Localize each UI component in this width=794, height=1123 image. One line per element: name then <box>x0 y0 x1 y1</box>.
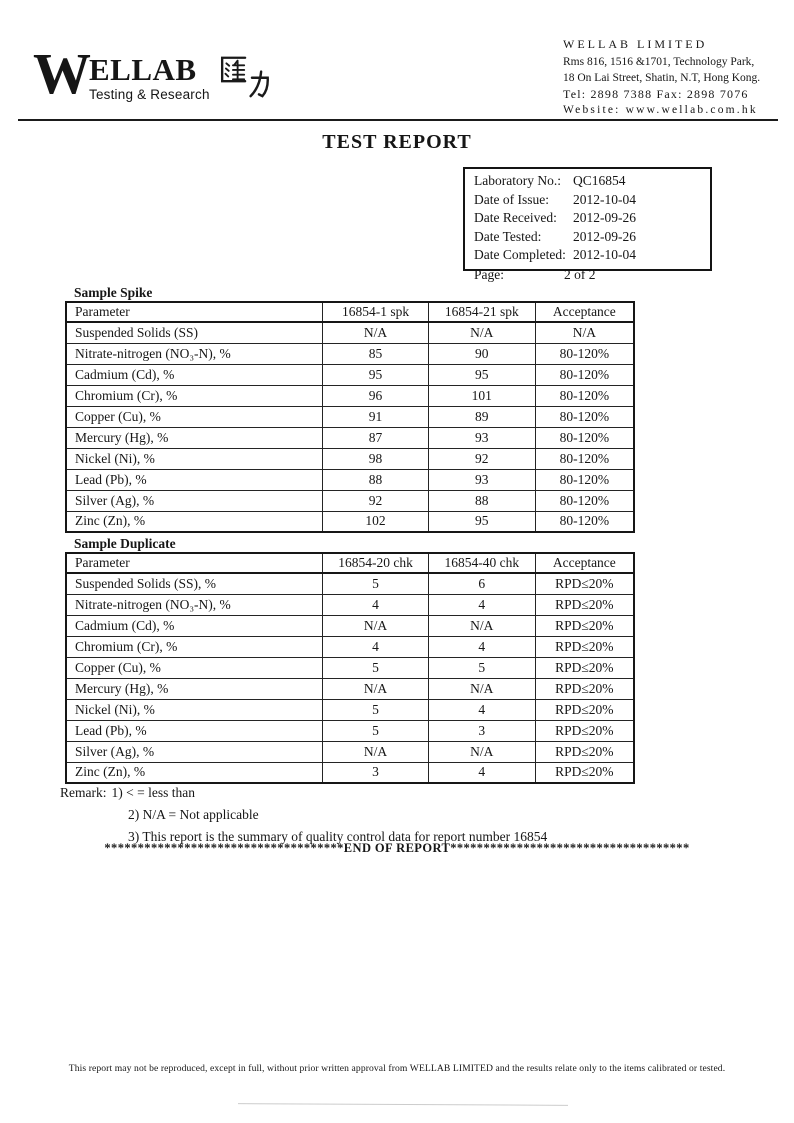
parameter-cell: Silver (Ag), % <box>66 490 323 511</box>
table-row <box>66 594 634 615</box>
logo-tagline: Testing & Research <box>89 87 210 102</box>
value-cell: N/A <box>428 322 535 343</box>
column-header: Acceptance <box>535 553 634 573</box>
info-label: Date Received: <box>474 210 557 226</box>
table-row <box>66 427 634 448</box>
column-header: Acceptance <box>535 302 634 322</box>
value-cell: RPD≤20% <box>535 615 634 636</box>
value-cell: 80-120% <box>535 490 634 511</box>
parameter-cell: Nickel (Ni), % <box>66 699 323 720</box>
page-value: 2 of 2 <box>564 267 596 282</box>
table-row <box>66 469 634 490</box>
parameter-cell: Mercury (Hg), % <box>66 678 323 699</box>
table-row <box>66 385 634 406</box>
column-header: 16854-21 spk <box>428 302 535 322</box>
value-cell: RPD≤20% <box>535 678 634 699</box>
company-tel-fax: Tel: 2898 7388 Fax: 2898 7076 <box>563 87 749 101</box>
table-row <box>66 448 634 469</box>
column-header: 16854-40 chk <box>428 553 535 573</box>
page-label: Page: <box>474 267 504 282</box>
info-value: 2012-09-26 <box>573 210 636 226</box>
info-row <box>474 209 710 228</box>
remark-label: Remark: <box>60 785 107 800</box>
table-row <box>66 615 634 636</box>
parameter-cell: Zinc (Zn), % <box>66 762 323 783</box>
company-website: Website: www.wellab.com.hk <box>563 104 758 116</box>
info-value: 2012-10-04 <box>573 191 636 207</box>
value-cell: 88 <box>323 469 429 490</box>
info-row <box>474 228 710 247</box>
company-address-line2: 18 On Lai Street, Shatin, N.T, Hong Kong. <box>563 72 761 84</box>
parameter-cell: Chromium (Cr), % <box>66 385 323 406</box>
remark-item-3: 3) This report is the summary of quality control data for report number 16854 <box>128 829 548 844</box>
info-value: 2012-10-04 <box>573 247 636 263</box>
value-cell: N/A <box>428 615 535 636</box>
value-cell: RPD≤20% <box>535 636 634 657</box>
value-cell: 92 <box>428 448 535 469</box>
parameter-cell: Suspended Solids (SS), % <box>66 573 323 594</box>
parameter-cell: Cadmium (Cd), % <box>66 615 323 636</box>
table-row <box>66 699 634 720</box>
table-row <box>66 762 634 783</box>
value-cell: 98 <box>323 448 429 469</box>
value-cell: 3 <box>428 720 535 741</box>
info-label: Date Completed: <box>474 247 566 263</box>
parameter-cell: Nickel (Ni), % <box>66 448 323 469</box>
parameter-cell: Copper (Cu), % <box>66 657 323 678</box>
parameter-cell: Silver (Ag), % <box>66 741 323 762</box>
page-title: TEST REPORT <box>322 131 472 153</box>
remark-item-2: 2) N/A = Not applicable <box>128 807 259 822</box>
value-cell: 80-120% <box>535 343 634 364</box>
scan-artifact-line <box>238 1103 568 1106</box>
value-cell: N/A <box>323 741 429 762</box>
value-cell: RPD≤20% <box>535 573 634 594</box>
company-address-line1: Rms 816, 1516 &1701, Technology Park, <box>563 56 755 68</box>
table-row <box>66 343 634 364</box>
value-cell: 80-120% <box>535 448 634 469</box>
value-cell: 90 <box>428 343 535 364</box>
info-label: Date Tested: <box>474 228 542 244</box>
table-row <box>66 741 634 762</box>
value-cell: RPD≤20% <box>535 657 634 678</box>
column-header: 16854-1 spk <box>323 302 429 322</box>
value-cell: 95 <box>428 511 535 532</box>
table-row <box>66 678 634 699</box>
footer-disclaimer: This report may not be reproduced, except in full, without prior written approval from WELLAB LIMITED and the results relate only to the items calibrated or tested. <box>68 1063 726 1074</box>
value-cell: 4 <box>428 762 535 783</box>
table-row <box>66 720 634 741</box>
column-header: Parameter <box>66 553 323 573</box>
info-label: Laboratory No.: <box>474 173 561 188</box>
value-cell: 5 <box>323 699 429 720</box>
column-header: 16854-20 chk <box>323 553 429 573</box>
value-cell: RPD≤20% <box>535 594 634 615</box>
parameter-cell: Suspended Solids (SS) <box>66 322 323 343</box>
value-cell: N/A <box>428 741 535 762</box>
value-cell: 6 <box>428 573 535 594</box>
table-header-row <box>66 553 634 573</box>
logo-chinese-characters <box>217 54 276 98</box>
value-cell: 80-120% <box>535 364 634 385</box>
parameter-cell: Mercury (Hg), % <box>66 427 323 448</box>
table-row <box>66 322 634 343</box>
logo-wordmark: ELLAB <box>89 52 197 87</box>
value-cell: 3 <box>323 762 429 783</box>
info-value: QC16854 <box>573 173 626 188</box>
sample-spike-table <box>65 301 635 533</box>
value-cell: 89 <box>428 406 535 427</box>
end-of-report-line: ************************************END OF REPORT************************************ <box>104 841 690 855</box>
value-cell: 91 <box>323 406 429 427</box>
chinese-character-hui-icon <box>217 54 247 84</box>
value-cell: 101 <box>428 385 535 406</box>
value-cell: 80-120% <box>535 511 634 532</box>
parameter-cell: Copper (Cu), % <box>66 406 323 427</box>
value-cell: 93 <box>428 469 535 490</box>
sample-duplicate-heading: Sample Duplicate <box>74 536 176 551</box>
value-cell: RPD≤20% <box>535 762 634 783</box>
table-row <box>66 573 634 594</box>
info-label: Date of Issue: <box>474 191 549 207</box>
value-cell: N/A <box>323 615 429 636</box>
value-cell: 4 <box>323 594 429 615</box>
value-cell: 80-120% <box>535 385 634 406</box>
value-cell: 4 <box>428 594 535 615</box>
value-cell: 88 <box>428 490 535 511</box>
table-row <box>66 657 634 678</box>
value-cell: 102 <box>323 511 429 532</box>
info-row <box>474 172 710 191</box>
parameter-cell: Lead (Pb), % <box>66 469 323 490</box>
value-cell: 92 <box>323 490 429 511</box>
laboratory-info-box <box>463 167 712 271</box>
value-cell: 5 <box>323 573 429 594</box>
column-header: Parameter <box>66 302 323 322</box>
value-cell: 96 <box>323 385 429 406</box>
value-cell: N/A <box>428 678 535 699</box>
table-row <box>66 364 634 385</box>
value-cell: 80-120% <box>535 469 634 490</box>
value-cell: 87 <box>323 427 429 448</box>
logo-initial: W <box>33 41 89 106</box>
table-header-row <box>66 302 634 322</box>
parameter-cell: Chromium (Cr), % <box>66 636 323 657</box>
parameter-cell: Nitrate-nitrogen (NO₃-N), % <box>66 594 323 615</box>
table-row <box>66 490 634 511</box>
wellab-logo <box>33 41 276 106</box>
info-value: 2012-09-26 <box>573 228 636 244</box>
chinese-character-li-icon <box>248 68 276 98</box>
value-cell: 80-120% <box>535 427 634 448</box>
value-cell: 93 <box>428 427 535 448</box>
parameter-cell: Nitrate-nitrogen (NO₃-N), % <box>66 343 323 364</box>
parameter-cell: Zinc (Zn), % <box>66 511 323 532</box>
value-cell: N/A <box>323 322 429 343</box>
info-row <box>474 191 710 210</box>
value-cell: 5 <box>323 720 429 741</box>
value-cell: 4 <box>428 699 535 720</box>
value-cell: 95 <box>428 364 535 385</box>
page-number-row <box>474 267 596 283</box>
sample-duplicate-table <box>65 552 635 784</box>
value-cell: RPD≤20% <box>535 699 634 720</box>
value-cell: N/A <box>535 322 634 343</box>
company-name: WELLAB LIMITED <box>563 37 708 51</box>
table-row <box>66 511 634 532</box>
sample-spike-heading: Sample Spike <box>74 285 153 300</box>
value-cell: RPD≤20% <box>535 720 634 741</box>
value-cell: 4 <box>428 636 535 657</box>
table-row <box>66 636 634 657</box>
value-cell: 4 <box>323 636 429 657</box>
value-cell: RPD≤20% <box>535 741 634 762</box>
table-row <box>66 406 634 427</box>
remark-item-1: 1) < = less than <box>111 785 195 800</box>
value-cell: 5 <box>323 657 429 678</box>
value-cell: 5 <box>428 657 535 678</box>
value-cell: 85 <box>323 343 429 364</box>
info-row <box>474 246 710 265</box>
value-cell: 95 <box>323 364 429 385</box>
header-divider <box>18 119 778 121</box>
parameter-cell: Cadmium (Cd), % <box>66 364 323 385</box>
value-cell: 80-120% <box>535 406 634 427</box>
value-cell: N/A <box>323 678 429 699</box>
parameter-cell: Lead (Pb), % <box>66 720 323 741</box>
company-info-block <box>563 36 791 118</box>
